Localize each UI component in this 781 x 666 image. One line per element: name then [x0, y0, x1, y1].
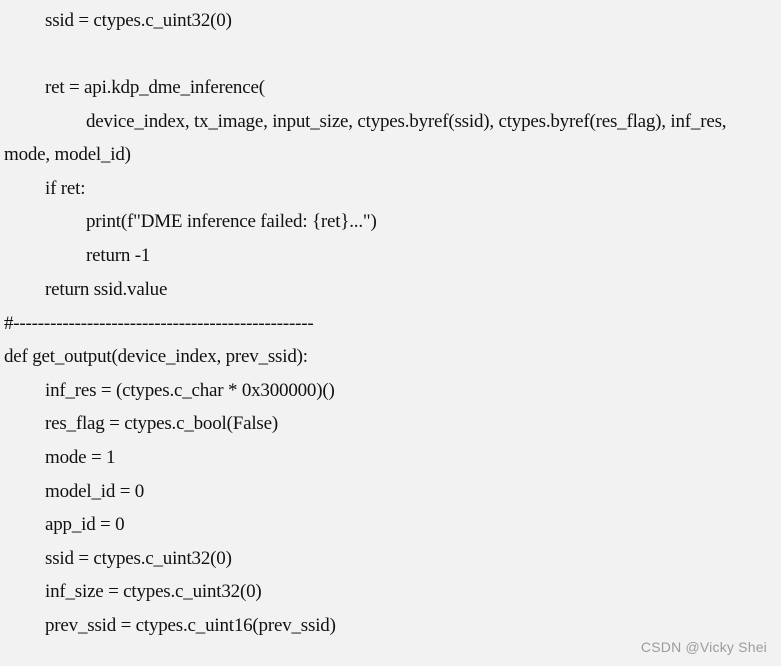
code-line: ssid = ctypes.c_uint32(0)	[45, 10, 232, 31]
code-line: prev_ssid = ctypes.c_uint16(prev_ssid)	[45, 615, 336, 636]
code-line: ret = api.kdp_dme_inference(	[45, 77, 265, 98]
code-line: app_id = 0	[45, 514, 125, 535]
code-line: return ssid.value	[45, 279, 168, 300]
code-line: if ret:	[45, 178, 86, 199]
code-line: def get_output(device_index, prev_ssid):	[4, 346, 308, 367]
code-line: inf_size = ctypes.c_uint32(0)	[45, 581, 262, 602]
code-line: mode = 1	[45, 447, 116, 468]
code-line: res_flag = ctypes.c_bool(False)	[45, 413, 278, 434]
code-line: inf_res = (ctypes.c_char * 0x300000)()	[45, 380, 335, 401]
code-line: model_id = 0	[45, 481, 145, 502]
watermark: CSDN @Vicky Shei	[640, 639, 767, 655]
code-line: device_index, tx_image, input_size, ctypes.byref(ssid), ctypes.byref(res_flag), inf_res,	[86, 111, 727, 132]
code-line: return -1	[86, 245, 151, 266]
code-line: ssid = ctypes.c_uint32(0)	[45, 548, 232, 569]
code-line: print(f"DME inference failed: {ret}...")	[86, 211, 377, 232]
code-comment-separator: #-------------------------------------------------	[4, 313, 314, 334]
code-line: mode, model_id)	[4, 144, 131, 165]
